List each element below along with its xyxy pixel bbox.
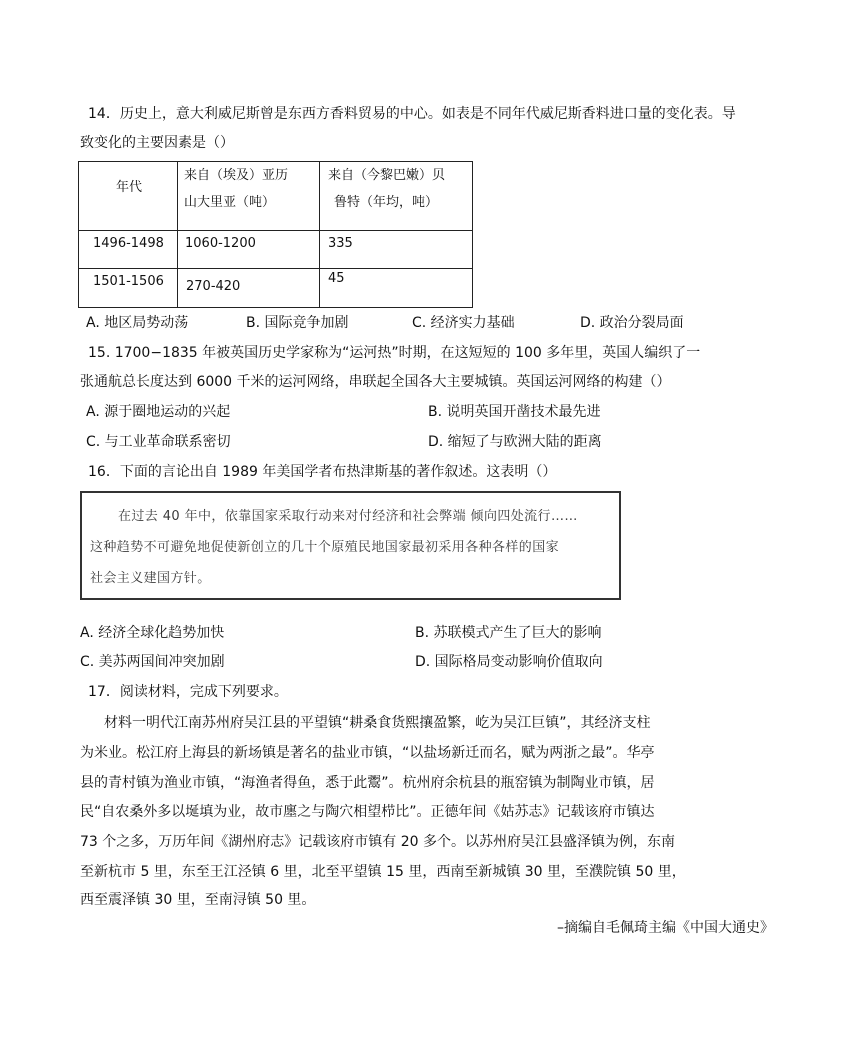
material-line: 民“自农桑外多以埏填为业，故市廛之与陶穴相望栉比”。正德年间《姑苏志》记载该府市镇达	[80, 804, 655, 820]
material-line: 73 个之多，万历年间《湖州府志》记载该府市镇有 20 多个。以苏州府吴江县盛泽镇为例，东南	[80, 834, 675, 850]
table-row	[79, 269, 473, 308]
header-alexandria-line2: 山大里亚（吨）	[184, 195, 276, 210]
material-source: –摘编自毛佩琦主编《中国大通史》	[557, 920, 774, 936]
header-alexandria-line1: 来自（埃及）亚历	[184, 168, 289, 183]
quote-line2: 这种趋势不可避免地促使新创立的几十个原殖民地国家最初采用各种各样的国家	[90, 540, 560, 555]
quote-line1: 在过去 40 年中，依靠国家采取行动来对付经济和社会弊端 倾向四处流行……	[118, 509, 578, 524]
row1-beirut: 335	[328, 236, 353, 251]
q16-option-b[interactable]: B. 苏联模式产生了巨大的影响	[415, 625, 602, 641]
material-line: 至新杭市 5 里，东至王江泾镇 6 里，北至平望镇 15 里，西南至新城镇 30 里，至濮院镇 50 里，	[80, 864, 686, 880]
material-line: 为米业。松江府上海县的新场镇是著名的盐业市镇，“以盐场新迁而名，赋为两浙之最”。华亭	[80, 745, 655, 761]
row1-alexandria: 1060-1200	[185, 236, 256, 251]
q14-option-b[interactable]: B. 国际竞争加剧	[246, 315, 349, 331]
q15-stem-line1: 15. 1700−1835 年被英国历史学家称为“运河热”时期，在这短短的 100 多年里，英国人编织了一	[88, 345, 701, 361]
q14-stem-line2: 致变化的主要因素是（）	[80, 135, 234, 151]
table-cell-period	[79, 269, 178, 308]
table-cell-beirut	[320, 231, 473, 269]
q16-option-d[interactable]: D. 国际格局变动影响价值取向	[415, 654, 603, 670]
row2-period: 1501-1506	[93, 274, 164, 289]
q14-stem-line1: 14．历史上，意大利威尼斯曾是东西方香料贸易的中心。如表是不同年代威尼斯香料进口量的变化表。导	[88, 106, 736, 122]
header-period: 年代	[116, 180, 143, 195]
header-beirut-line2: 鲁特（年均，吨）	[334, 195, 439, 210]
header-beirut-cell	[320, 162, 473, 231]
material-line: 西至震泽镇 30 里，至南浔镇 50 里。	[80, 892, 316, 908]
table-cell-alexandria	[178, 269, 320, 308]
material-line: 材料一明代江南苏州府吴江县的平望镇“耕桑食货熙攘盈繁，屹为吴江巨镇”，其经济支柱	[104, 715, 651, 731]
table-row	[79, 231, 473, 269]
q14-option-c[interactable]: C. 经济实力基础	[412, 315, 515, 331]
q14-option-d[interactable]: D. 政治分裂局面	[580, 315, 684, 331]
table-cell-period	[79, 231, 178, 269]
table-cell-beirut	[320, 269, 473, 308]
q15-option-b[interactable]: B. 说明英国开凿技术最先进	[428, 404, 601, 420]
q17-stem: 17．阅读材料，完成下列要求。	[88, 684, 288, 700]
row1-period: 1496-1498	[93, 236, 164, 251]
header-period-cell	[79, 162, 178, 231]
header-alexandria-cell	[178, 162, 320, 231]
q16-stem: 16．下面的言论出自 1989 年美国学者布热津斯基的著作叙述。这表明（）	[88, 464, 557, 480]
q16-option-c[interactable]: C. 美苏两国间冲突加剧	[80, 654, 225, 670]
q15-option-d[interactable]: D. 缩短了与欧洲大陆的距离	[428, 434, 602, 450]
row2-beirut: 45	[328, 271, 345, 286]
table-cell-alexandria	[178, 231, 320, 269]
q15-option-a[interactable]: A. 源于圈地运动的兴起	[86, 404, 231, 420]
q15-stem-line2: 张通航总长度达到 6000 千米的运河网络，串联起全国各大主要城镇。英国运河网络的构建（）	[80, 374, 671, 390]
q14-option-a[interactable]: A. 地区局势动荡	[86, 315, 189, 331]
q15-option-c[interactable]: C. 与工业革命联系密切	[86, 434, 231, 450]
q14-spice-table	[78, 161, 473, 308]
material-line: 县的青村镇为渔业市镇，“海渔者得鱼，悉于此鬻”。杭州府余杭县的瓶窑镇为制陶业市镇，居	[80, 775, 655, 791]
table-header-row	[79, 162, 473, 231]
q16-quote-box	[80, 491, 621, 600]
quote-line3: 社会主义建国方针。	[90, 571, 211, 586]
row2-alexandria: 270-420	[186, 279, 241, 294]
header-beirut-line1: 来自（今黎巴嫩）贝	[328, 168, 446, 183]
q16-option-a[interactable]: A. 经济全球化趋势加快	[80, 625, 225, 641]
